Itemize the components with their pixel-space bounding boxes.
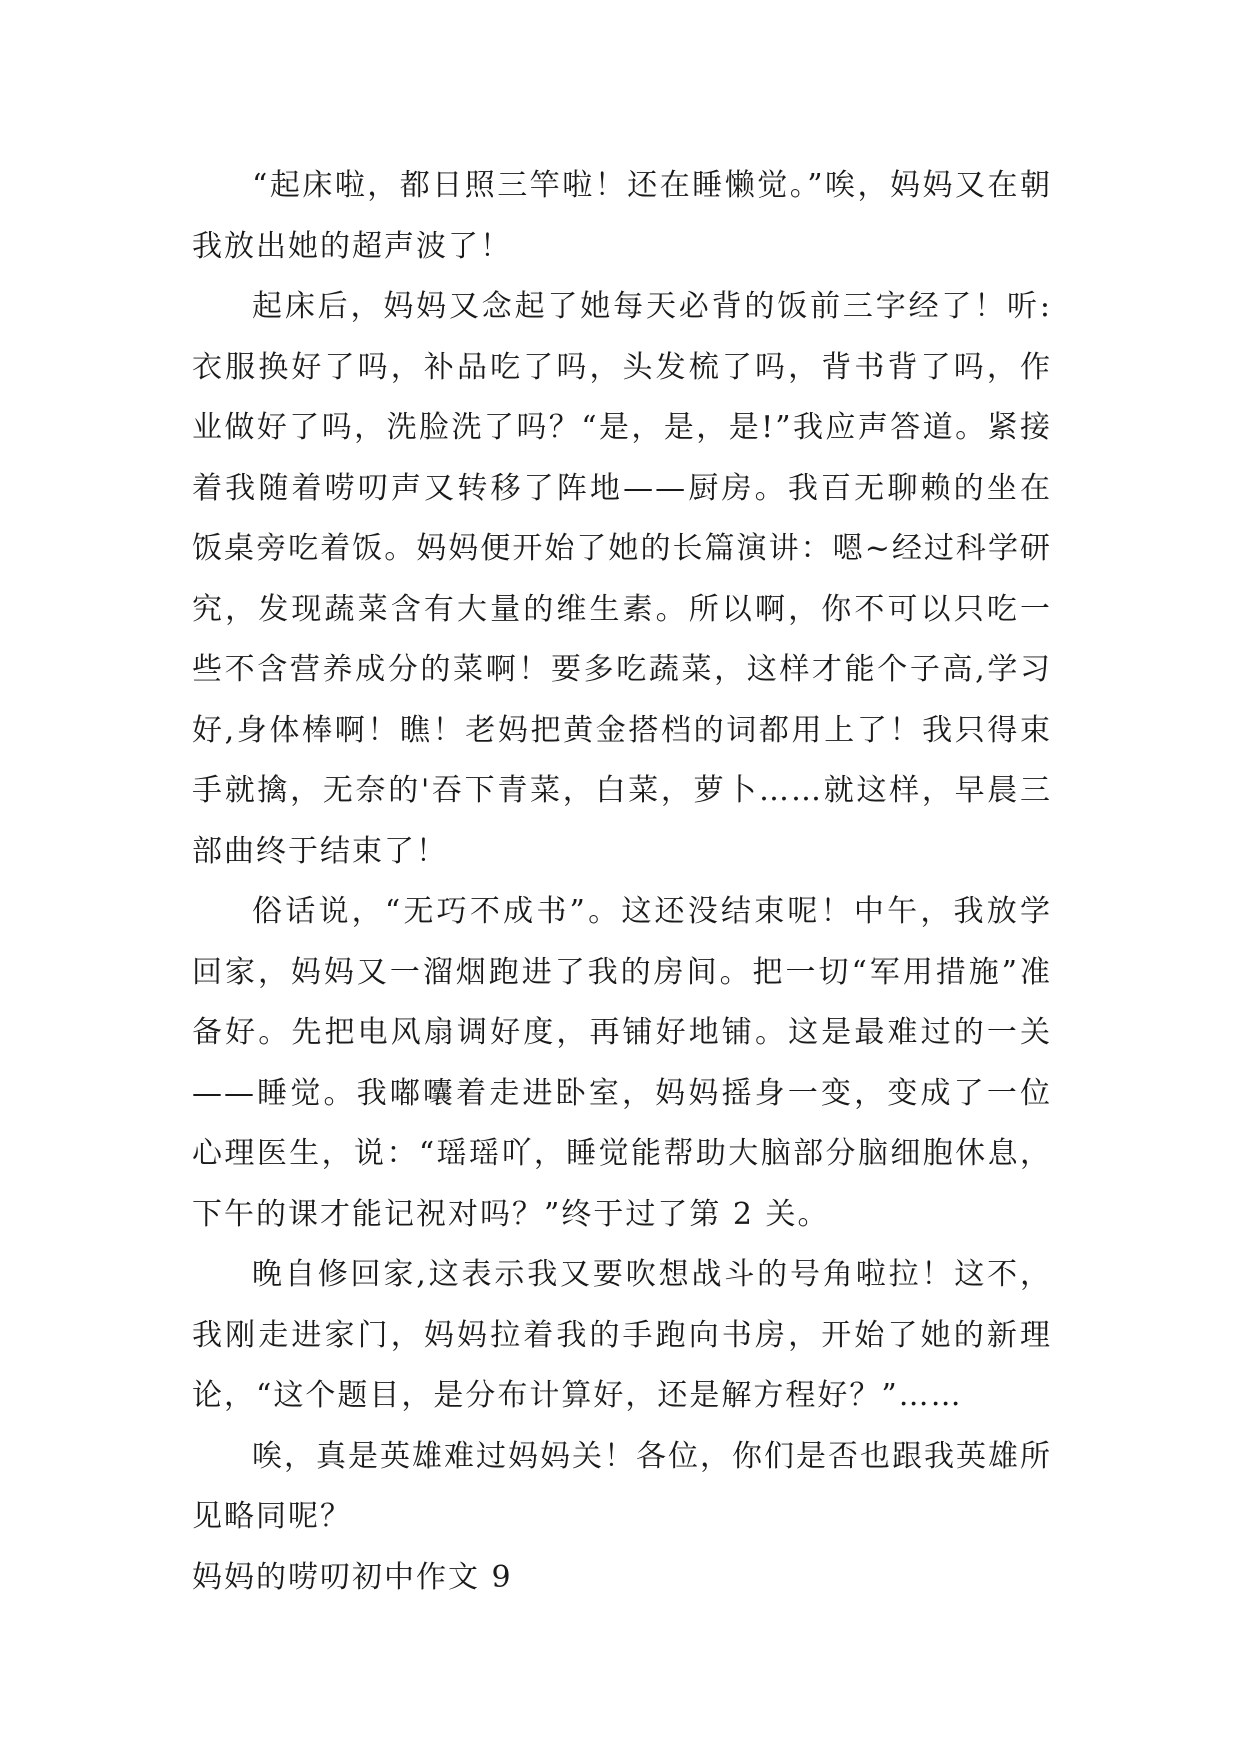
paragraph: 起床后，妈妈又念起了她每天必背的饭前三字经了！听:衣服换好了吗，补品吃了吗，头发梳了吗，背书背了吗，作业做好了吗，洗脸洗了吗？“是，是，是!”我应声答道。紧接着我随着唠叨声又转移了阵地——厨房。我百无聊赖的坐在饭桌旁吃着饭。妈妈便开始了她的长篇演讲：嗯~经过科学研究，发现蔬菜含有大量的维生素。所以啊，你不可以只吃一些不含营养成分的菜啊！要多吃蔬菜，这样才能个子高,学习好,身体棒啊！瞧！老妈把黄金搭档的词都用上了！我只得束手就擒，无奈的'吞下青菜，白菜，萝卜……就这样，早晨三部曲终于结束了！ — [192, 289, 1052, 869]
essay-body — [192, 156, 1052, 1608]
paragraph: 俗话说，“无巧不成书”。这还没结束呢！中午，我放学回家，妈妈又一溜烟跑进了我的房间。把一切“军用措施”准备好。先把电风扇调好度，再铺好地铺。这是最难过的一关——睡觉。我嘟囔着走进卧室，妈妈摇身一变，变成了一位心理医生，说：“瑶瑶吖，睡觉能帮助大脑部分脑细胞休息，下午的课才能记祝对吗？”终于过了第 2 关。 — [192, 894, 1052, 1232]
paragraph: 唉，真是英雄难过妈妈关！各位，你们是否也跟我英雄所见略同呢？ — [192, 1438, 1052, 1534]
paragraph: 晚自修回家,这表示我又要吹想战斗的号角啦拉！这不，我刚走进家门，妈妈拉着我的手跑向书房，开始了她的新理论，“这个题目，是分布计算好，还是解方程好？”…… — [192, 1257, 1052, 1413]
next-essay-heading: 妈妈的唠叨初中作文 9 — [192, 1559, 513, 1595]
paragraph: “起床啦，都日照三竿啦！还在睡懒觉。”唉，妈妈又在朝我放出她的超声波了！ — [192, 168, 1052, 264]
